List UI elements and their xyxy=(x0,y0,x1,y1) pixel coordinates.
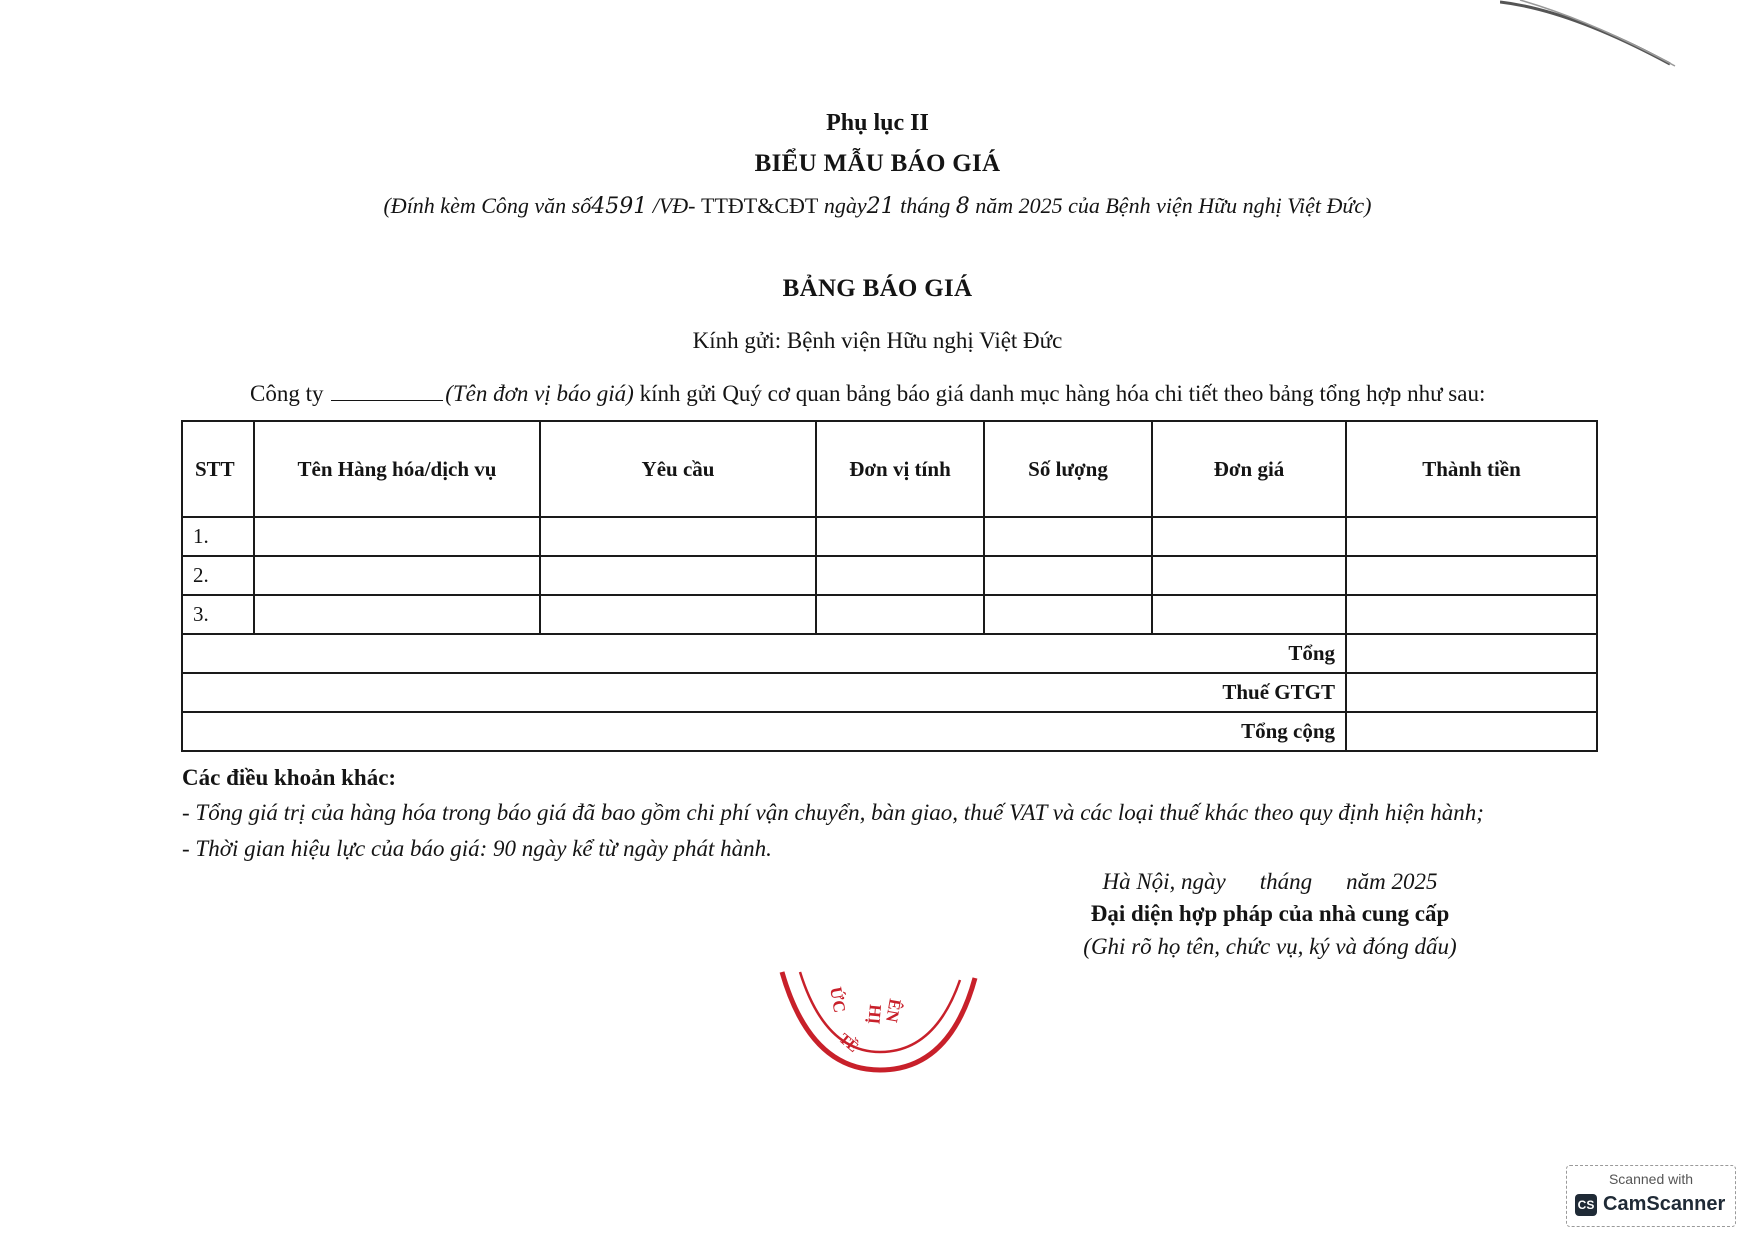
col-header: Số lượng xyxy=(984,421,1152,517)
company-blank xyxy=(331,382,443,401)
intro-pre: Công ty xyxy=(250,381,330,406)
table-cell xyxy=(254,556,540,595)
table-cell xyxy=(984,556,1152,595)
table-cell xyxy=(254,517,540,556)
date-month: tháng xyxy=(1259,869,1313,894)
attach-code-a: /VĐ- xyxy=(647,193,701,218)
signature-date xyxy=(1010,869,1530,895)
intro-post: kính gửi Quý cơ quan bảng báo giá danh mục hàng hóa chi tiết theo bảng tổng hợp như sau: xyxy=(633,381,1486,406)
stamp-text: ỨC xyxy=(826,985,850,1015)
camscanner-logo-icon: CS xyxy=(1575,1194,1597,1216)
table-cell xyxy=(254,595,540,634)
table-cell xyxy=(540,517,816,556)
summary-label: Tổng xyxy=(182,634,1346,673)
table-cell xyxy=(1346,595,1597,634)
table-cell xyxy=(816,517,984,556)
recipient-line: Kính gửi: Bệnh viện Hữu nghị Việt Đức xyxy=(692,328,1063,353)
camscanner-watermark xyxy=(1566,1165,1736,1227)
table-header-row xyxy=(182,421,1597,517)
watermark-brand: CamScanner xyxy=(1603,1193,1726,1215)
col-header: Tên Hàng hóa/dịch vụ xyxy=(254,421,540,517)
quote-title: BẢNG BÁO GIÁ xyxy=(782,275,973,302)
term-item: - Thời gian hiệu lực của báo giá: 90 ngày kể từ ngày phát hành. xyxy=(182,836,772,861)
stamp-text: TỀ xyxy=(835,1030,862,1056)
summary-label: Thuế GTGT xyxy=(182,673,1346,712)
col-header: Thành tiền xyxy=(1346,421,1597,517)
table-cell xyxy=(816,556,984,595)
summary-row-grand-total xyxy=(182,712,1597,751)
table-row xyxy=(182,595,1597,634)
row-number: 3. xyxy=(182,595,254,634)
watermark-scanned-text: Scanned with xyxy=(1608,1171,1694,1187)
col-header: Yêu cầu xyxy=(540,421,816,517)
table-cell xyxy=(1152,595,1346,634)
summary-row-total xyxy=(182,634,1597,673)
table-cell xyxy=(1346,517,1597,556)
stamp-text: HỊ xyxy=(864,1003,885,1026)
attach-post: năm 2025 của Bệnh viện Hữu nghị Việt Đức) xyxy=(969,193,1372,218)
table-row xyxy=(182,517,1597,556)
table-cell xyxy=(540,595,816,634)
pen-mark-icon xyxy=(1500,0,1680,80)
annex-heading: Phụ lục II xyxy=(826,110,929,136)
table-cell xyxy=(1152,517,1346,556)
table-cell xyxy=(1346,712,1597,751)
table-cell xyxy=(984,517,1152,556)
intro-italic: (Tên đơn vị báo giá) xyxy=(445,381,634,406)
date-place: Hà Nội, ngày xyxy=(1102,869,1226,894)
col-header: Đơn vị tính xyxy=(816,421,984,517)
table-cell xyxy=(1346,556,1597,595)
table-cell xyxy=(1346,673,1597,712)
table-cell xyxy=(540,556,816,595)
col-header: STT xyxy=(182,421,254,517)
row-number: 1. xyxy=(182,517,254,556)
term-item: - Tổng giá trị của hàng hóa trong báo giá đã bao gồm chi phí vận chuyển, bàn giao, thuế VAT và các loại thuế khác theo quy định hiện hành; xyxy=(182,800,1484,825)
summary-label: Tổng cộng xyxy=(182,712,1346,751)
attach-number: 4591 xyxy=(591,194,648,219)
table-cell xyxy=(984,595,1152,634)
attach-month: 8 xyxy=(955,194,970,219)
table-row xyxy=(182,556,1597,595)
attachment-note xyxy=(0,193,1755,219)
row-number: 2. xyxy=(182,556,254,595)
terms-title: Các điều khoản khác: xyxy=(182,765,397,790)
attach-pre: (Đính kèm Công văn số xyxy=(383,193,592,218)
quote-table xyxy=(181,420,1598,752)
attach-code-b: TTĐT&CĐT xyxy=(701,193,819,218)
intro-line xyxy=(250,381,1485,407)
date-year: năm 2025 xyxy=(1346,869,1438,894)
red-stamp-seal xyxy=(770,970,990,1080)
summary-row-vat xyxy=(182,673,1597,712)
table-cell xyxy=(1346,634,1597,673)
attach-month-label: tháng xyxy=(894,193,956,218)
attach-day: 21 xyxy=(866,194,895,219)
signature-note: (Ghi rõ họ tên, chức vụ, ký và đóng dấu) xyxy=(1083,934,1457,959)
signature-role: Đại diện hợp pháp của nhà cung cấp xyxy=(1090,901,1450,926)
attach-day-label: ngày xyxy=(818,193,867,218)
form-title: BIỂU MẪU BÁO GIÁ xyxy=(754,150,1001,177)
table-cell xyxy=(1152,556,1346,595)
stamp-text: ÊN xyxy=(881,997,905,1024)
col-header: Đơn giá xyxy=(1152,421,1346,517)
table-cell xyxy=(816,595,984,634)
